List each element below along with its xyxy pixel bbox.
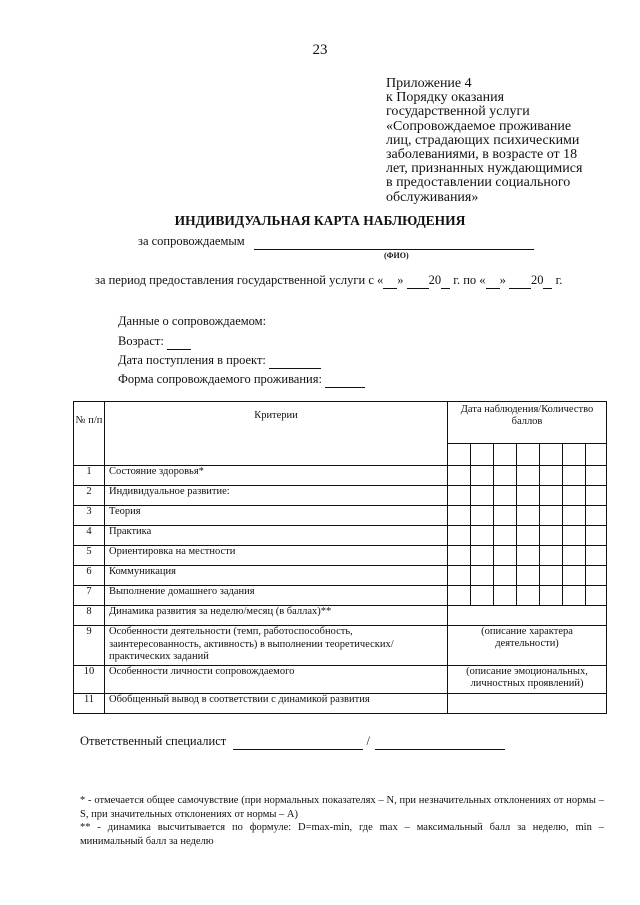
responsible-row <box>80 734 505 750</box>
period-from-day-field[interactable] <box>383 273 397 289</box>
row-number: 6 <box>74 566 105 586</box>
appendix-line: «Сопровождаемое проживание <box>386 118 572 134</box>
admission-row <box>118 353 321 369</box>
score-cell[interactable] <box>494 506 517 526</box>
period-text: г. <box>555 273 563 287</box>
score-cell[interactable] <box>471 466 494 486</box>
score-cell[interactable] <box>586 546 607 566</box>
table-row <box>74 466 607 486</box>
score-cell[interactable] <box>517 466 540 486</box>
score-cell[interactable] <box>471 546 494 566</box>
score-cell[interactable] <box>494 546 517 566</box>
date-column-cell[interactable] <box>586 444 607 466</box>
admission-label: Дата поступления в проект: <box>118 353 266 367</box>
score-cell[interactable] <box>540 486 563 506</box>
row-criterion: Особенности личности сопровождаемого <box>105 666 448 694</box>
score-cell[interactable] <box>563 466 586 486</box>
period-from-month-field[interactable] <box>407 273 429 289</box>
score-cell[interactable] <box>471 566 494 586</box>
period-to-month-field[interactable] <box>509 273 531 289</box>
period-to-year-field[interactable] <box>543 273 552 289</box>
score-cell[interactable] <box>448 526 471 546</box>
score-cell[interactable] <box>563 566 586 586</box>
row-criterion: Динамика развития за неделю/месяц (в баллах)** <box>105 606 448 626</box>
score-cell[interactable] <box>563 486 586 506</box>
document-title: ИНДИВИДУАЛЬНАЯ КАРТА НАБЛЮДЕНИЯ <box>174 213 466 228</box>
score-cell[interactable] <box>494 566 517 586</box>
row-criterion: Выполнение домашнего задания <box>105 586 448 606</box>
score-cell[interactable] <box>471 526 494 546</box>
appendix-line: Приложение 4 <box>386 76 472 91</box>
date-column-cell[interactable] <box>563 444 586 466</box>
table-row <box>74 546 607 566</box>
score-cell[interactable] <box>448 566 471 586</box>
appendix-line: к Порядку оказания <box>386 90 505 106</box>
date-column-cell[interactable] <box>540 444 563 466</box>
score-cell[interactable] <box>586 586 607 606</box>
score-cell[interactable] <box>494 486 517 506</box>
appendix-line: лет, признанных нуждающимися <box>386 161 583 177</box>
appendix-line: обслуживания» <box>386 189 479 205</box>
column-header-date: Дата наблюдения/Количество баллов <box>448 402 607 444</box>
fio-field[interactable] <box>254 234 534 250</box>
date-column-cell[interactable] <box>471 444 494 466</box>
table-row <box>74 526 607 546</box>
score-cell[interactable] <box>448 486 471 506</box>
row-number: 1 <box>74 466 105 486</box>
page-number: 23 <box>312 42 328 58</box>
period-to-day-field[interactable] <box>486 273 500 289</box>
row-number: 8 <box>74 606 105 626</box>
row-number: 11 <box>74 694 105 714</box>
admission-date-field[interactable] <box>269 353 321 369</box>
score-cell-merged[interactable] <box>448 694 607 714</box>
row-criterion: Теория <box>105 506 448 526</box>
score-cell[interactable] <box>586 506 607 526</box>
info-heading: Данные о сопровождаемом: <box>118 314 267 328</box>
score-cell[interactable] <box>517 486 540 506</box>
row-number: 5 <box>74 546 105 566</box>
escorted-row <box>138 234 534 250</box>
date-column-cell[interactable] <box>517 444 540 466</box>
score-cell[interactable] <box>563 526 586 546</box>
row-description[interactable]: (описание эмоциональных, личностных проявлений) <box>448 666 607 694</box>
date-column-cell[interactable] <box>448 444 471 466</box>
score-cell[interactable] <box>471 506 494 526</box>
score-cell[interactable] <box>448 506 471 526</box>
score-cell[interactable] <box>563 586 586 606</box>
score-cell[interactable] <box>517 566 540 586</box>
date-column-cell[interactable] <box>494 444 517 466</box>
score-cell[interactable] <box>494 586 517 606</box>
age-label: Возраст: <box>118 334 164 348</box>
score-cell[interactable] <box>540 566 563 586</box>
living-form-row <box>118 372 365 388</box>
row-number: 10 <box>74 666 105 694</box>
age-row <box>118 334 191 350</box>
row-description[interactable]: (описание характера деятельности) <box>448 626 607 666</box>
column-header-number: № п/п <box>74 402 105 466</box>
score-cell[interactable] <box>494 526 517 546</box>
escorted-label: за сопровождаемым <box>138 234 245 248</box>
row-criterion: Коммуникация <box>105 566 448 586</box>
appendix-line: заболеваниями, в возрасте от 18 <box>386 147 578 163</box>
responsible-label: Ответственный специалист <box>80 734 227 748</box>
score-cell[interactable] <box>586 566 607 586</box>
appendix-line: в предоставлении социального <box>386 175 571 191</box>
row-number: 3 <box>74 506 105 526</box>
row-criterion: Индивидуальное развитие: <box>105 486 448 506</box>
score-cell[interactable] <box>471 586 494 606</box>
period-text: » <box>499 273 506 287</box>
column-header-criteria: Критерии <box>105 402 448 466</box>
fio-sublabel: (ФИО) <box>384 251 409 260</box>
period-row <box>95 273 562 289</box>
responsible-name-field[interactable] <box>375 734 505 750</box>
table-row <box>74 666 607 694</box>
row-criterion: Ориентировка на местности <box>105 546 448 566</box>
score-cell[interactable] <box>448 586 471 606</box>
score-cell[interactable] <box>540 526 563 546</box>
responsible-separator: / <box>366 734 370 748</box>
appendix-line: государственной услуги <box>386 104 530 120</box>
table-row <box>74 694 607 714</box>
footnotes <box>80 794 604 848</box>
living-form-field[interactable] <box>325 372 365 388</box>
period-text: за период предоставления государственной услуги с « <box>95 273 384 287</box>
score-cell[interactable] <box>494 466 517 486</box>
score-cell[interactable] <box>517 546 540 566</box>
score-cell[interactable] <box>517 586 540 606</box>
table-row <box>74 566 607 586</box>
score-cell[interactable] <box>517 506 540 526</box>
table-row <box>74 506 607 526</box>
observation-table <box>73 401 607 714</box>
row-number: 9 <box>74 626 105 666</box>
appendix-line: лиц, страдающих психическими <box>386 132 580 148</box>
score-cell[interactable] <box>563 546 586 566</box>
table-row <box>74 486 607 506</box>
row-number: 7 <box>74 586 105 606</box>
period-text: 20 <box>428 273 442 287</box>
score-cell[interactable] <box>540 466 563 486</box>
row-criterion: Обобщенный вывод в соответствии с динамикой развития <box>105 694 448 714</box>
period-text: 20 <box>530 273 544 287</box>
row-number: 2 <box>74 486 105 506</box>
footnote: ** - динамика высчитывается по формуле: D=max-min, где max – максимальный балл за неделю, min – минимальный балл за неделю <box>80 822 604 847</box>
score-cell[interactable] <box>471 486 494 506</box>
table-row <box>74 626 607 666</box>
table-row <box>74 586 607 606</box>
footnote: * - отмечается общее самочувствие (при нормальных показателях – N, при незначительных отклонениях от нормы – S, при значительных отклонениях от нормы – A) <box>80 795 604 820</box>
responsible-signature-field[interactable] <box>233 734 363 750</box>
score-cell[interactable] <box>586 526 607 546</box>
row-criterion: Особенности деятельности (темп, работоспособность, заинтересованность, активность) в выполнении теоретических/практических заданий <box>105 626 448 666</box>
row-criterion: Практика <box>105 526 448 546</box>
appendix-block <box>386 77 618 205</box>
score-cell-merged[interactable] <box>448 606 607 626</box>
score-cell[interactable] <box>586 486 607 506</box>
score-cell[interactable] <box>586 466 607 486</box>
row-criterion: Состояние здоровья* <box>105 466 448 486</box>
age-field[interactable] <box>167 334 191 350</box>
period-text: » <box>397 273 404 287</box>
score-cell[interactable] <box>448 546 471 566</box>
living-form-label: Форма сопровождаемого проживания: <box>118 372 322 386</box>
period-from-year-field[interactable] <box>441 273 450 289</box>
score-cell[interactable] <box>563 506 586 526</box>
score-cell[interactable] <box>540 546 563 566</box>
score-cell[interactable] <box>448 466 471 486</box>
score-cell[interactable] <box>540 506 563 526</box>
row-number: 4 <box>74 526 105 546</box>
score-cell[interactable] <box>540 586 563 606</box>
score-cell[interactable] <box>517 526 540 546</box>
period-text: г. по « <box>453 273 486 287</box>
table-row <box>74 606 607 626</box>
